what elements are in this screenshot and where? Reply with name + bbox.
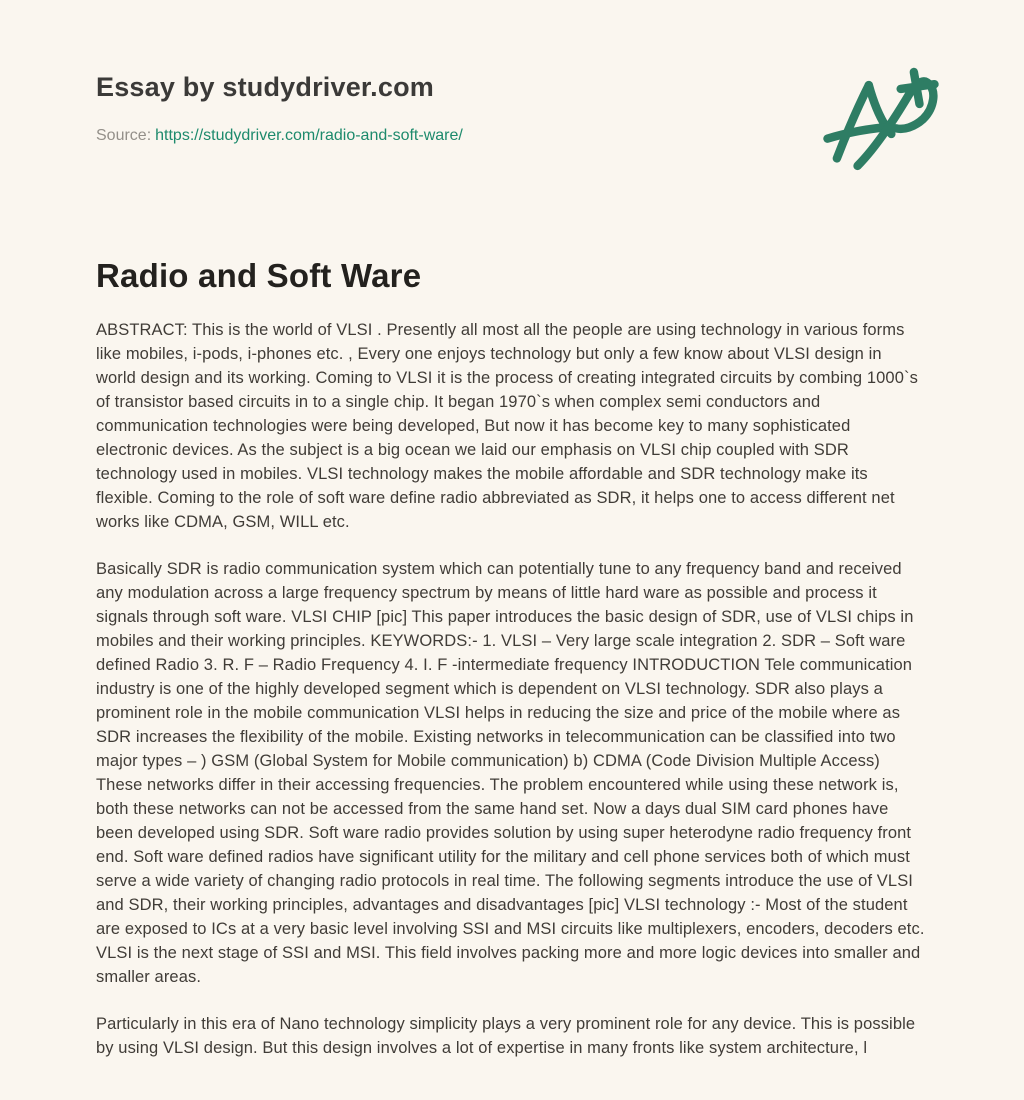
paragraph-introduction: Basically SDR is radio communication system which can potentially tune to any frequency band and received any modulation across a large frequency spectrum by means of little hard ware as possible and process it signals through soft ware. VLSI CHIP [pic] This paper introduces the basic design of SDR, use of VLSI chips in mobiles and their working principles. KEYWORDS:- 1. VLSI – Very large scale integration 2. SDR – Soft ware defined Radio 3. R. F – Radio Frequency 4. I. F -intermediate frequency INTRODUCTION Tele communication industry is one of the highly developed segment which is dependent on VLSI technology. SDR also plays a prominent role in the mobile communication VLSI helps in reducing the size and price of the mobile where as SDR increases the flexibility of the mobile. Existing networks in telecommunication can be classified into two major types – ) GSM (Global System for Mobile communication) b) CDMA (Code Division Multiple Access) These networks differ in their accessing frequencies. The problem encountered while using these network is, both these networks can not be accessed from the same hand set. Now a days dual SIM card phones have been developed using SDR. Soft ware radio provides solution by using super heterodyne radio frequency front end. Soft ware defined radios have significant utility for the military and cell phone services both of which must serve a wide variety of changing radio protocols in real time. The following segments introduce the use of VLSI and SDR, their working principles, advantages and disadvantages [pic] VLSI technology :- Most of the student are exposed to ICs at a very basic level involving SSI and MSI circuits like multiplexers, encoders, decoders etc. VLSI is the next stage of SSI and MSI. This field involves packing more and more logic devices into smaller and smaller areas. xyxy=(96,560,925,986)
document-body xyxy=(96,318,926,1100)
source-line xyxy=(96,127,926,145)
paragraph-nano-technology: Particularly in this era of Nano technology simplicity plays a very prominent role for any device. This is possible by using VLSI design. But this design involves a lot of expertise in many fronts like system architecture, l xyxy=(96,1015,916,1057)
paragraph-abstract: ABSTRACT: This is the world of VLSI . Presently all most all the people are using technology in various forms like mobiles, i-pods, i-phones etc. , Every one enjoys technology but only a few know about VLSI design in world design and its working. Coming to VLSI it is the process of creating integrated circuits by combing 1000`s of transistor based circuits in to a single chip. It began 1970`s when complex semi conductors and communication technologies were being developed, But now it has become key to many sophisticated electronic devices. As the subject is a big ocean we laid our emphasis on VLSI chip coupled with SDR technology used in mobiles. VLSI technology makes the mobile affordable and SDR technology make its flexible. Coming to the role of soft ware define radio abbreviated as SDR, it helps one to access different net works like CDMA, GSM, WILL etc. xyxy=(96,321,918,531)
studydriver-a-plus-logo-icon xyxy=(820,66,942,170)
source-label: Source: xyxy=(96,127,152,144)
page-header-title: Essay by studydriver.com xyxy=(96,72,434,102)
document-title: Radio and Soft Ware xyxy=(96,257,422,294)
source-url-link[interactable]: https://studydriver.com/radio-and-soft-ware/ xyxy=(155,127,463,144)
